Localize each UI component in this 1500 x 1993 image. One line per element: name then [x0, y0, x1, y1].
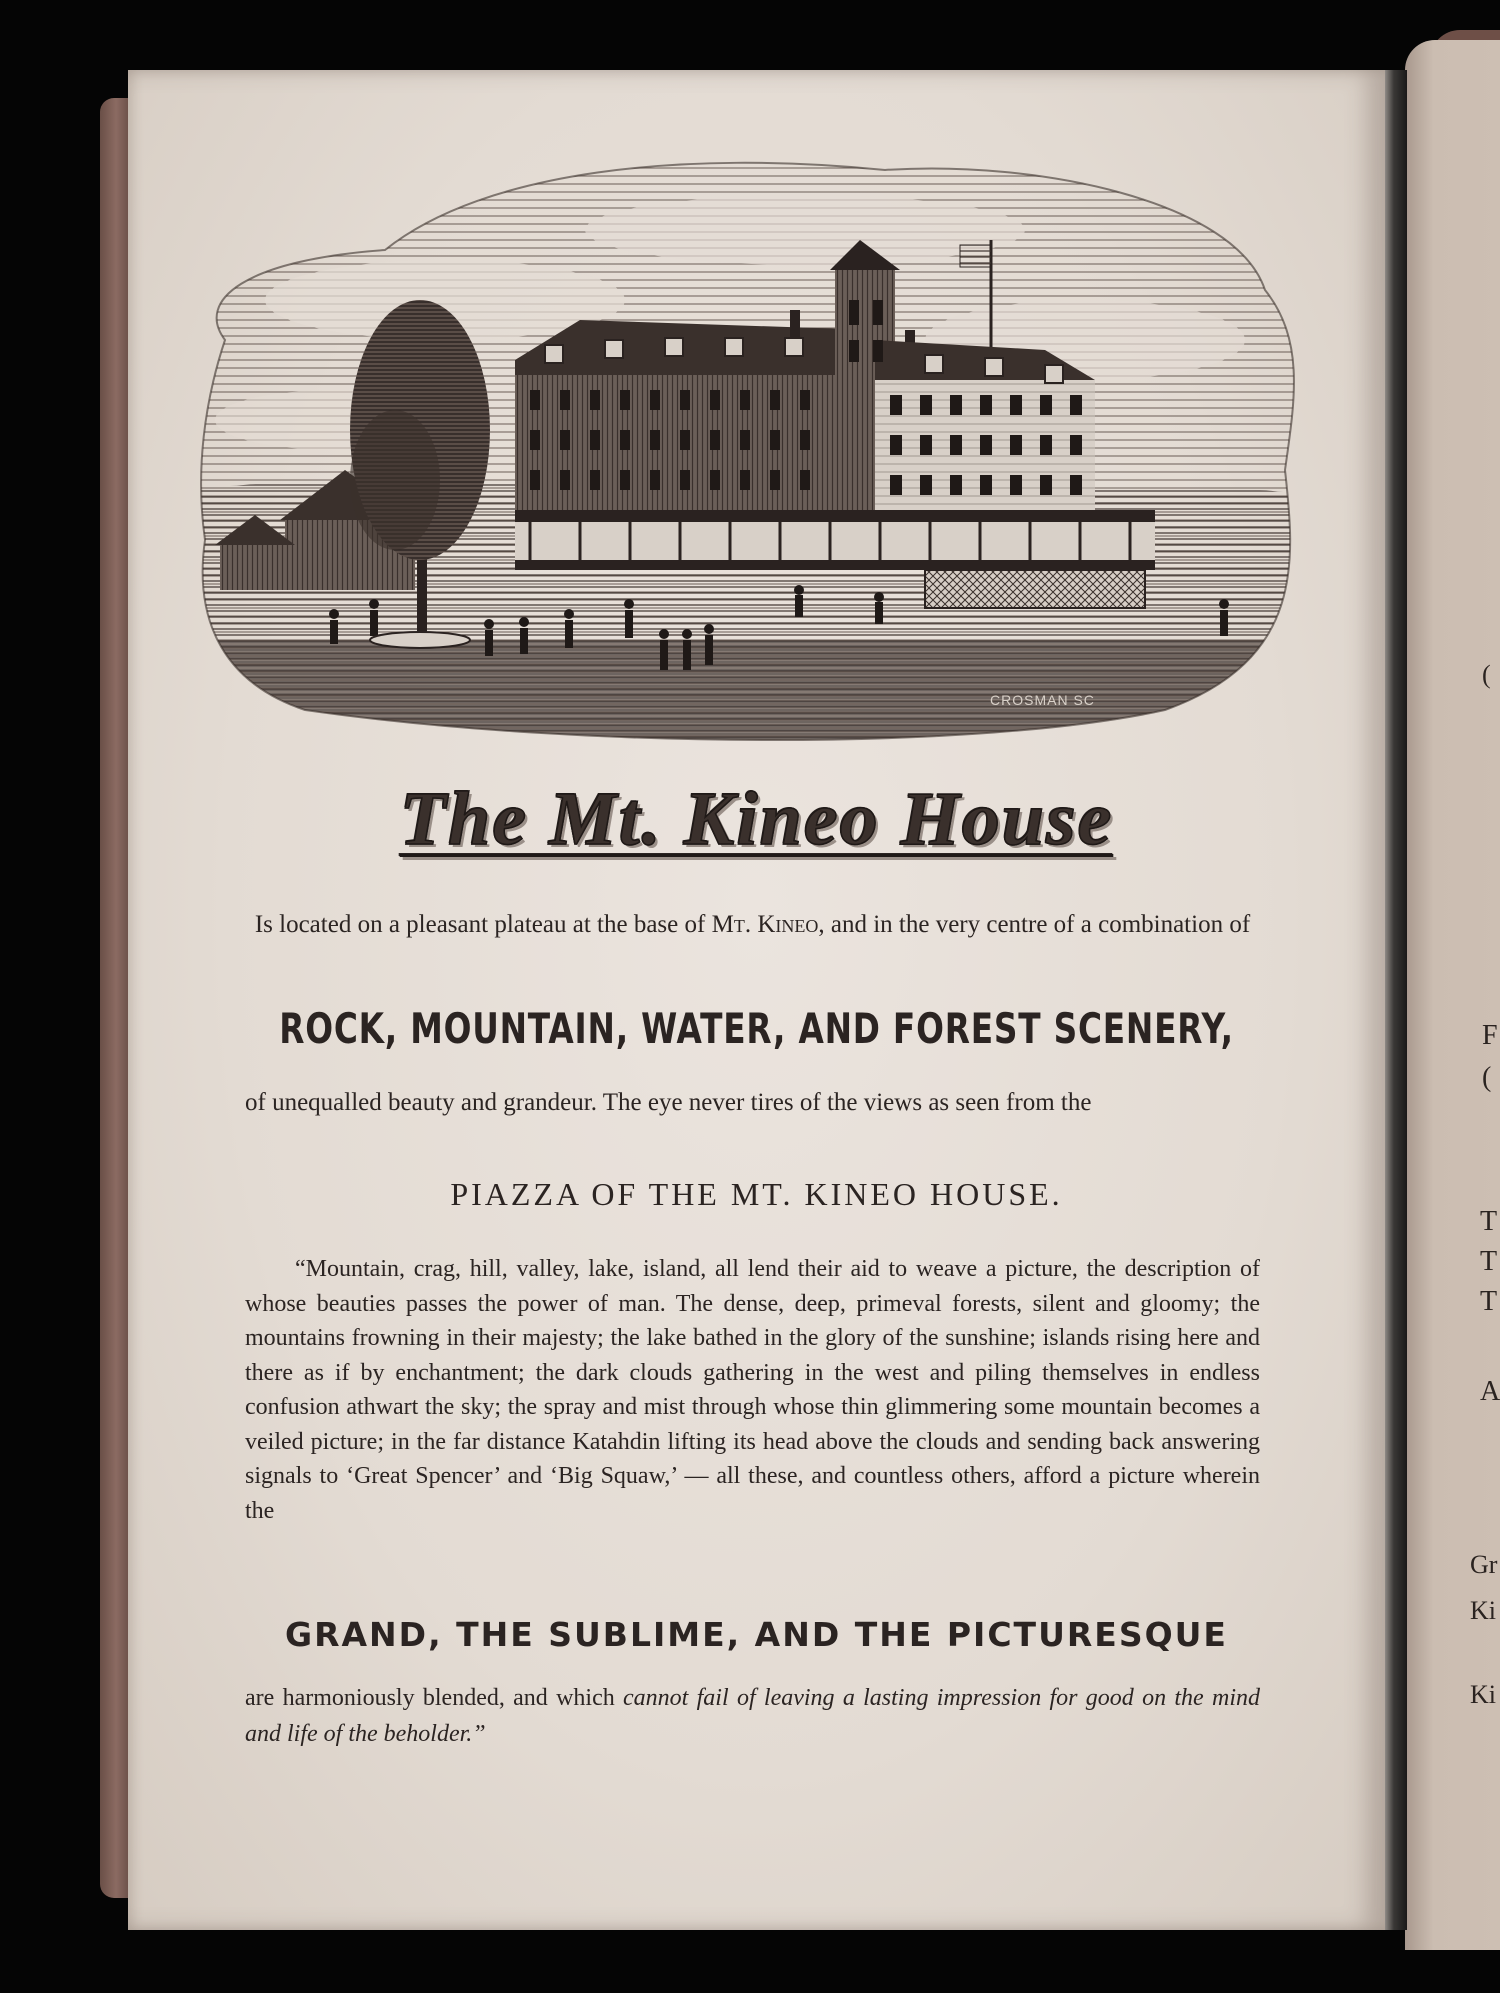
adjacent-fragment: ( — [1482, 1062, 1492, 1093]
hotel-engraving — [185, 140, 1310, 750]
page-title: The Mt. Kineo House — [399, 777, 1114, 861]
adjacent-fragment: ( — [1482, 660, 1491, 689]
adjacent-fragment: Ki — [1470, 1680, 1496, 1709]
adjacent-fragment: F — [1482, 1020, 1498, 1051]
adjacent-fragment: T — [1480, 1246, 1498, 1277]
intro-text-after: , and in the very centre of a combination of — [818, 911, 1251, 938]
adjacent-fragment: Ki — [1470, 1596, 1496, 1625]
adjacent-fragment: T — [1480, 1286, 1498, 1317]
closing-plain: are harmoniously blended, and which — [245, 1685, 615, 1711]
intro-paragraph — [245, 908, 1260, 942]
closing-italic: cannot fail of leaving a lasting impression for good on the mind and life of the beholder.” — [245, 1685, 1260, 1747]
intro-place-name: Mt. Kineo — [711, 911, 819, 938]
adjacent-page — [1405, 40, 1500, 1950]
adjacent-fragment: Gr — [1470, 1550, 1498, 1579]
heading-scenery: ROCK, MOUNTAIN, WATER, AND FOREST SCENERY, — [279, 1004, 1234, 1053]
adjacent-fragment: A — [1480, 1376, 1500, 1407]
engraver-signature: CROSMAN SC — [990, 692, 1095, 708]
closing-paragraph — [245, 1680, 1260, 1752]
intro-text-before: Is located on a pleasant plateau at the base of — [254, 911, 706, 938]
heading-piazza: PIAZZA OF THE MT. KINEO HOUSE. — [450, 1176, 1063, 1212]
book-gutter — [1385, 70, 1407, 1930]
heading-grand: GRAND, THE SUBLIME, AND THE PICTURESQUE — [285, 1615, 1228, 1654]
quote-paragraph: “Mountain, crag, hill, valley, lake, island, all lend their aid to weave a picture, the description of whose beauties passes the power of man. The dense, deep, primeval forests, silent and gloomy; the mountains frowning in their majesty; the lake bathed in the glory of the sunshine; islands rising here and there as if by enchantment; the dark clouds gathering in the west and piling themselves in endless confusion athwart the sky; the spray and mist through whose thin glimmering some mountain becomes a veiled picture; in the far distance Katahdin lifting its head above the clouds and sending back answering signals to ‘Great Spencer’ and ‘Big Squaw,’ — all these, and countless others, afford a picture wherein the — [245, 1256, 1260, 1524]
paragraph-views: of unequalled beauty and grandeur. The eye never tires of the views as seen from the — [245, 1089, 1092, 1116]
adjacent-fragment: T — [1480, 1206, 1498, 1237]
